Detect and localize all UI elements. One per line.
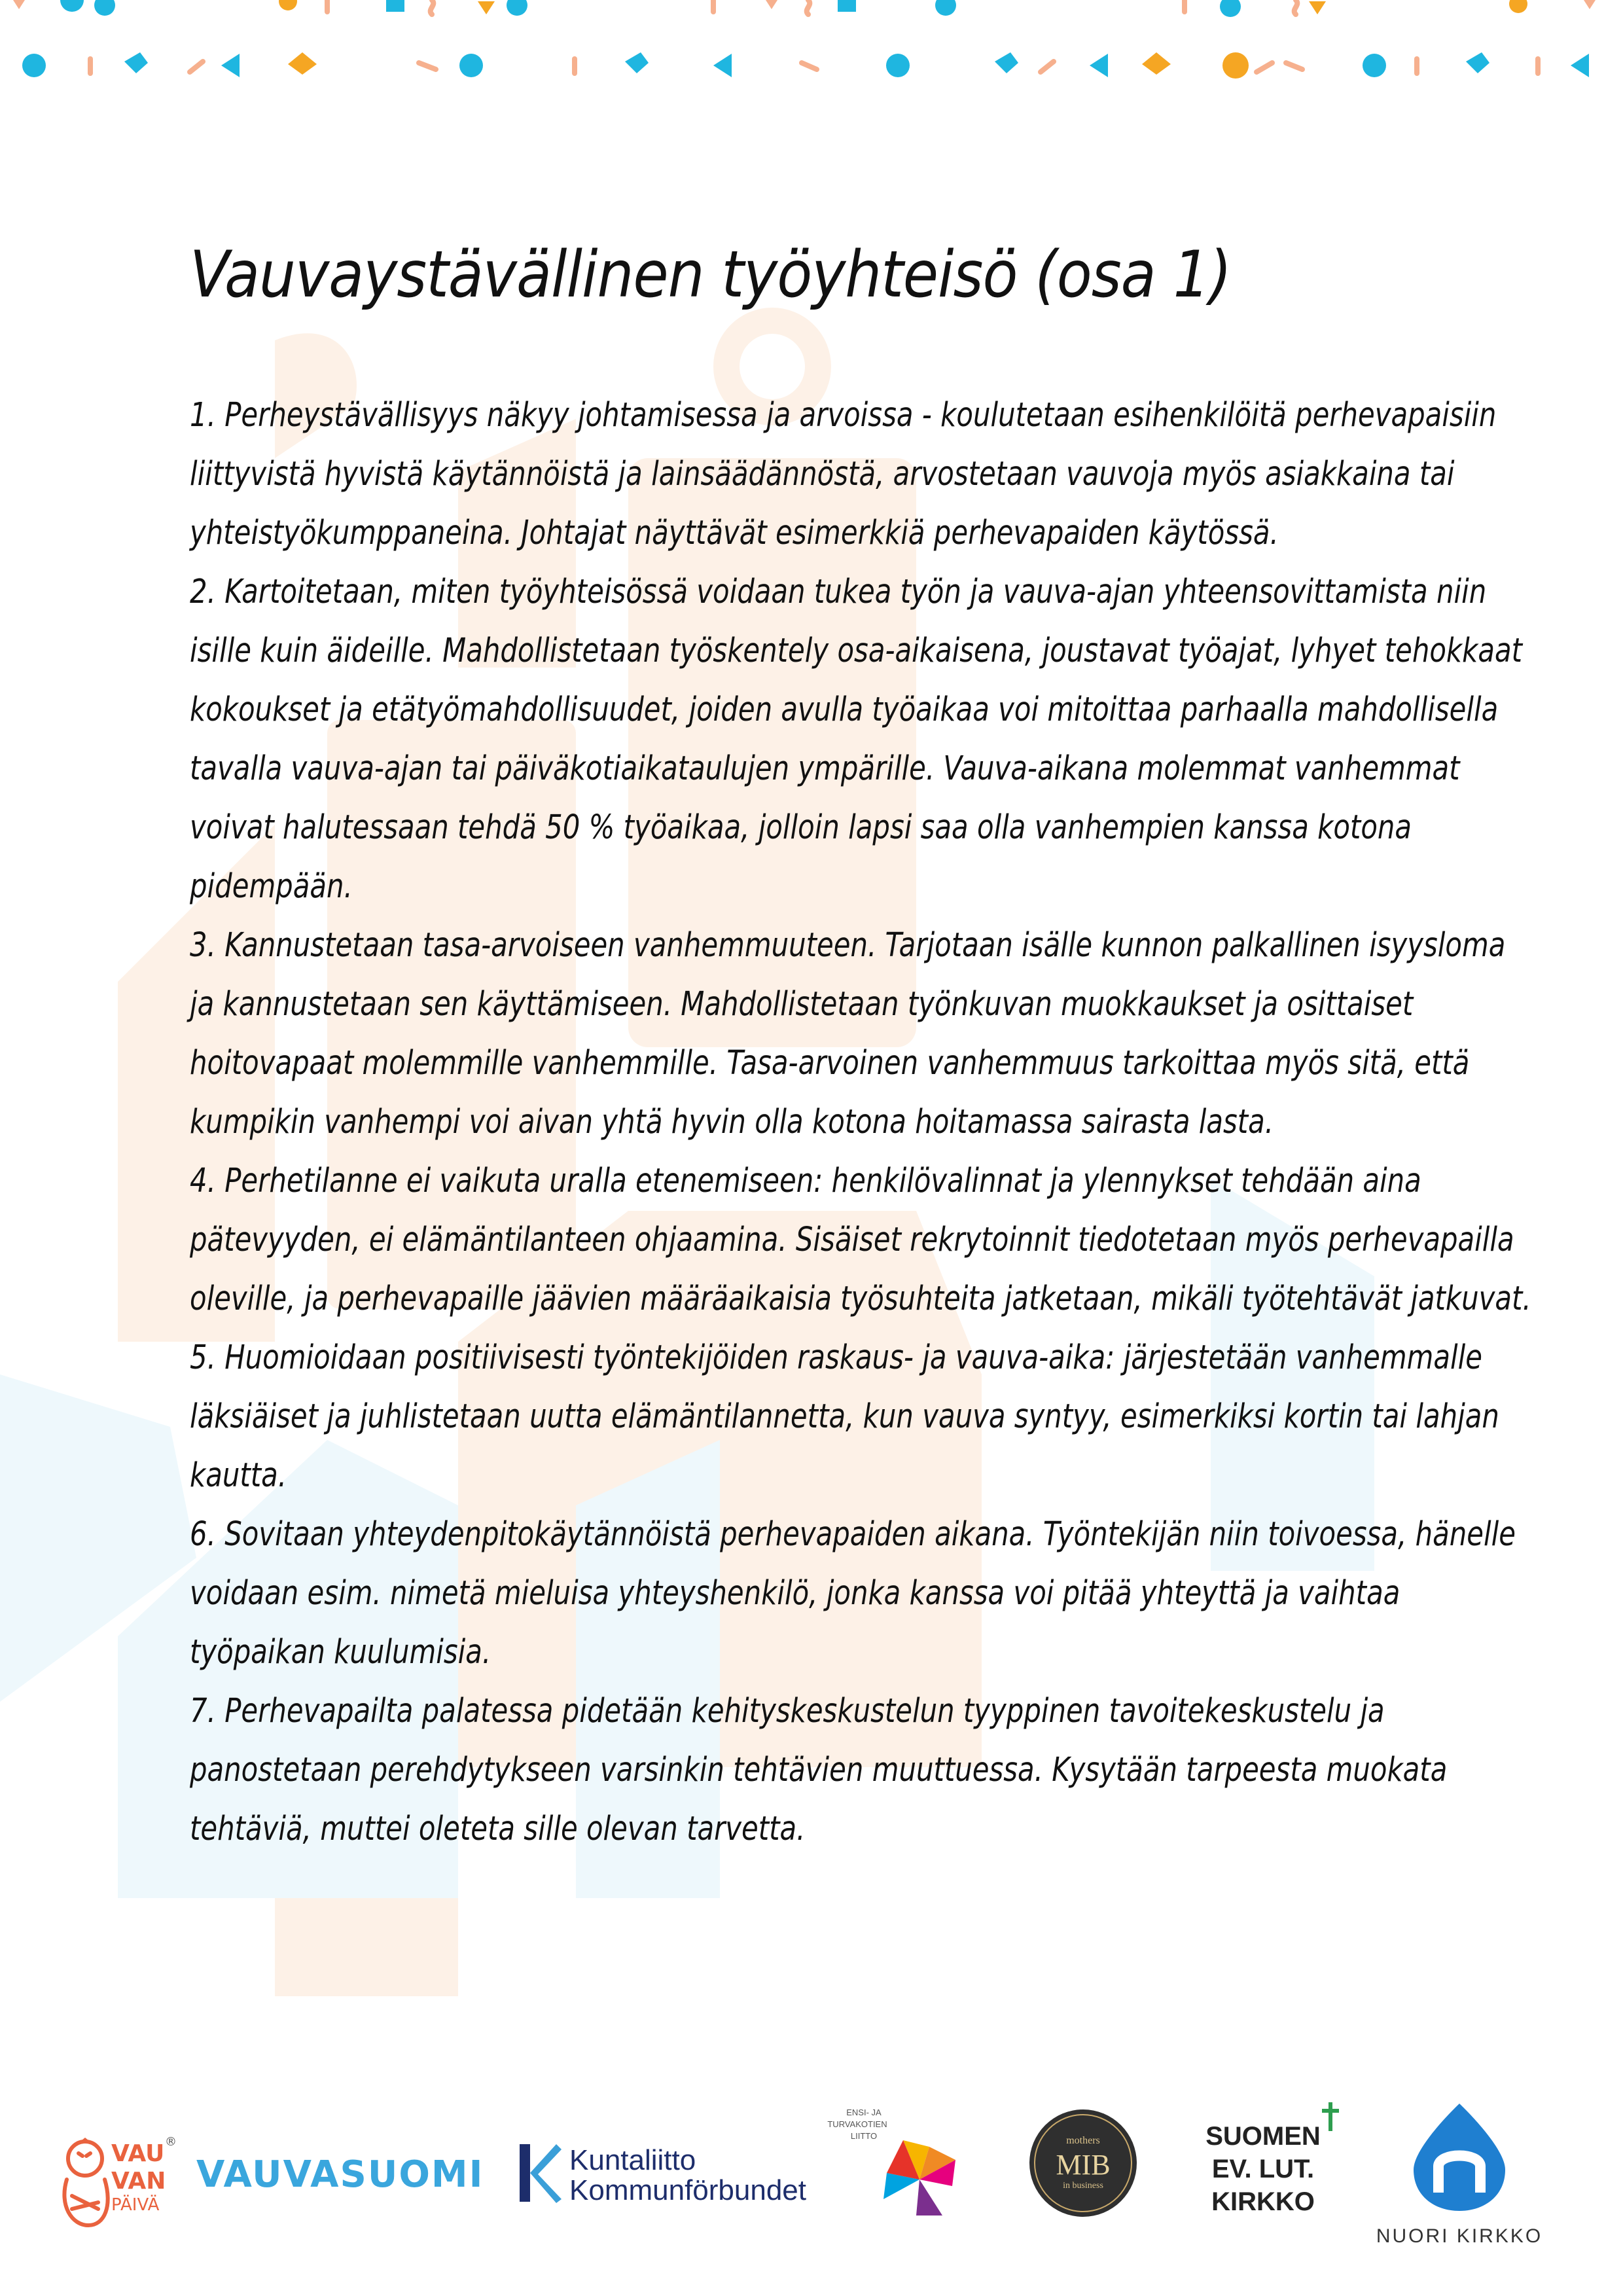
evl-line3: KIRKKO (1211, 2187, 1315, 2216)
ensi-line2: TURVAKOTIEN (827, 2119, 887, 2129)
partner-logos (0, 2081, 1623, 2278)
nuori-kirkko-wordmark: NUORI KIRKKO (1376, 2225, 1543, 2247)
ensi-line1: ENSI- JA (846, 2108, 882, 2117)
baby-icon (52, 2134, 118, 2232)
paragraph-2: 2. Kartoitetaan, miten työyhteisössä voidaan tukea työn ja vauva-ajan yhteensovittamista niin isille kuin äideille. Mahdollistetaan työskentely osa-aikaisena, joustavat työajat, lyhyet tehokkaat kokoukset ja etätyömahdollisuudet, joiden avulla työaikaa voi mitoittaa parhaalla mahdollisella tavalla vauva-ajan tai päiväkotiaikataulujen ympärille. Vauva-aikana molemmat vanhemmat voivat halutessaan tehdä 50 % työaikaa, jolloin lapsi saa olla vanhempien kanssa kotona pidempään. (190, 573, 1523, 906)
paragraph-5: 5. Huomioidaan positiivisesti työntekijöiden raskaus- ja vauva-aika: järjestetään vanhemmalle läksiäiset ja juhlistetaan uutta elämäntilannetta, kun vauva syntyy, esimerkiksi kortin tai lahjan kautta. (190, 1338, 1499, 1495)
vauvasuomi-logo (196, 2153, 484, 2196)
cross-icon (1321, 2102, 1340, 2131)
mib-logo (1027, 2108, 1139, 2219)
kuntaliitto-line2: Kommunförbundet (569, 2174, 806, 2206)
paragraph-7: 7. Perhevapailta palatessa pidetään kehityskeskustelun tyyppinen tavoitekeskustelu ja panostetaan perehdytykseen varsinkin tehtävien muuttuessa. Kysytään tarpeesta muokata tehtäviä, muttei oleteta sille olevan tarvetta. (190, 1692, 1448, 1848)
vauvanpaiva-logo (52, 2121, 183, 2251)
mib-bottom: in business (1063, 2181, 1103, 2191)
paragraph-3: 3. Kannustetaan tasa-arvoiseen vanhemmuuteen. Tarjotaan isälle kunnon palkallinen isyysloma ja kannustetaan sen käyttämiseen. Mahdollistetaan työnkuvan muokkaukset ja osittaiset hoitovapaat molemmille vanhemmille. Tasa-arvoinen vanhemmuus tarkoittaa myös sitä, että kumpikin vanhempi voi aivan yhtä hyvin olla kotona hoitamassa sairasta lasta. (190, 926, 1506, 1141)
registered-mark: ® (165, 2135, 177, 2149)
vauvasuomi-wordmark: VAUVASUOMI (196, 2153, 484, 2196)
mib-mark: MIB (1056, 2149, 1111, 2181)
kuntaliitto-line1: Kuntaliitto (569, 2144, 696, 2176)
evl-line1: SUOMEN (1205, 2122, 1321, 2151)
vauvanpaiva-line1: VAU (111, 2140, 165, 2167)
nuori-kirkko-drop-icon (1407, 2101, 1512, 2212)
paragraph-6: 6. Sovitaan yhteydenpitokäytännöistä perhevapaiden aikana. Työntekijän niin toivoessa, hänelle voidaan esim. nimetä mieluisa yhteyshenkilö, jonka kanssa voi pitää yhteyttä ja vaihtaa työpaikan kuulumisia. (190, 1515, 1516, 1672)
pinwheel-icon (877, 2134, 962, 2225)
nuori-kirkko-logo (1368, 2101, 1551, 2258)
ensi-line3: LIITTO (850, 2131, 878, 2141)
evl-kirkko-logo (1198, 2121, 1342, 2232)
ensi-turvakotien-liitto-logo (805, 2108, 969, 2238)
kuntaliitto-logo (517, 2140, 805, 2219)
body-text (190, 386, 1538, 1859)
page-title: Vauvaystävällinen työyhteisö (osa 1) (190, 238, 1232, 312)
mib-top: mothers (1066, 2135, 1100, 2146)
vauvanpaiva-line3: PÄIVÄ (111, 2195, 160, 2215)
kuntaliitto-k-icon (517, 2140, 563, 2206)
paragraph-1: 1. Perheystävällisyys näkyy johtamisessa ja arvoissa - koulutetaan esihenkilöitä perhevapaisiin liittyvistä hyvistä käytännöistä ja lainsäädännöstä, arvostetaan vauvoja myös asiakkaina tai yhteistyökumppaneina. Johtajat näyttävät esimerkkiä perhevapaiden käytössä. (190, 396, 1497, 552)
evl-line2: EV. LUT. (1211, 2155, 1315, 2183)
paragraph-4: 4. Perhetilanne ei vaikuta uralla etenemiseen: henkilövalinnat ja ylennykset tehdään aina pätevyyden, ei elämäntilanteen ohjaamina. Sisäiset rekrytoinnit tiedotetaan myös perhevapailla oleville, ja perhevapaille jäävien määräaikaisia työsuhteita jatketaan, mikäli työtehtävät jatkuvat. (190, 1162, 1531, 1318)
vauvanpaiva-line2: VAN (111, 2168, 166, 2195)
